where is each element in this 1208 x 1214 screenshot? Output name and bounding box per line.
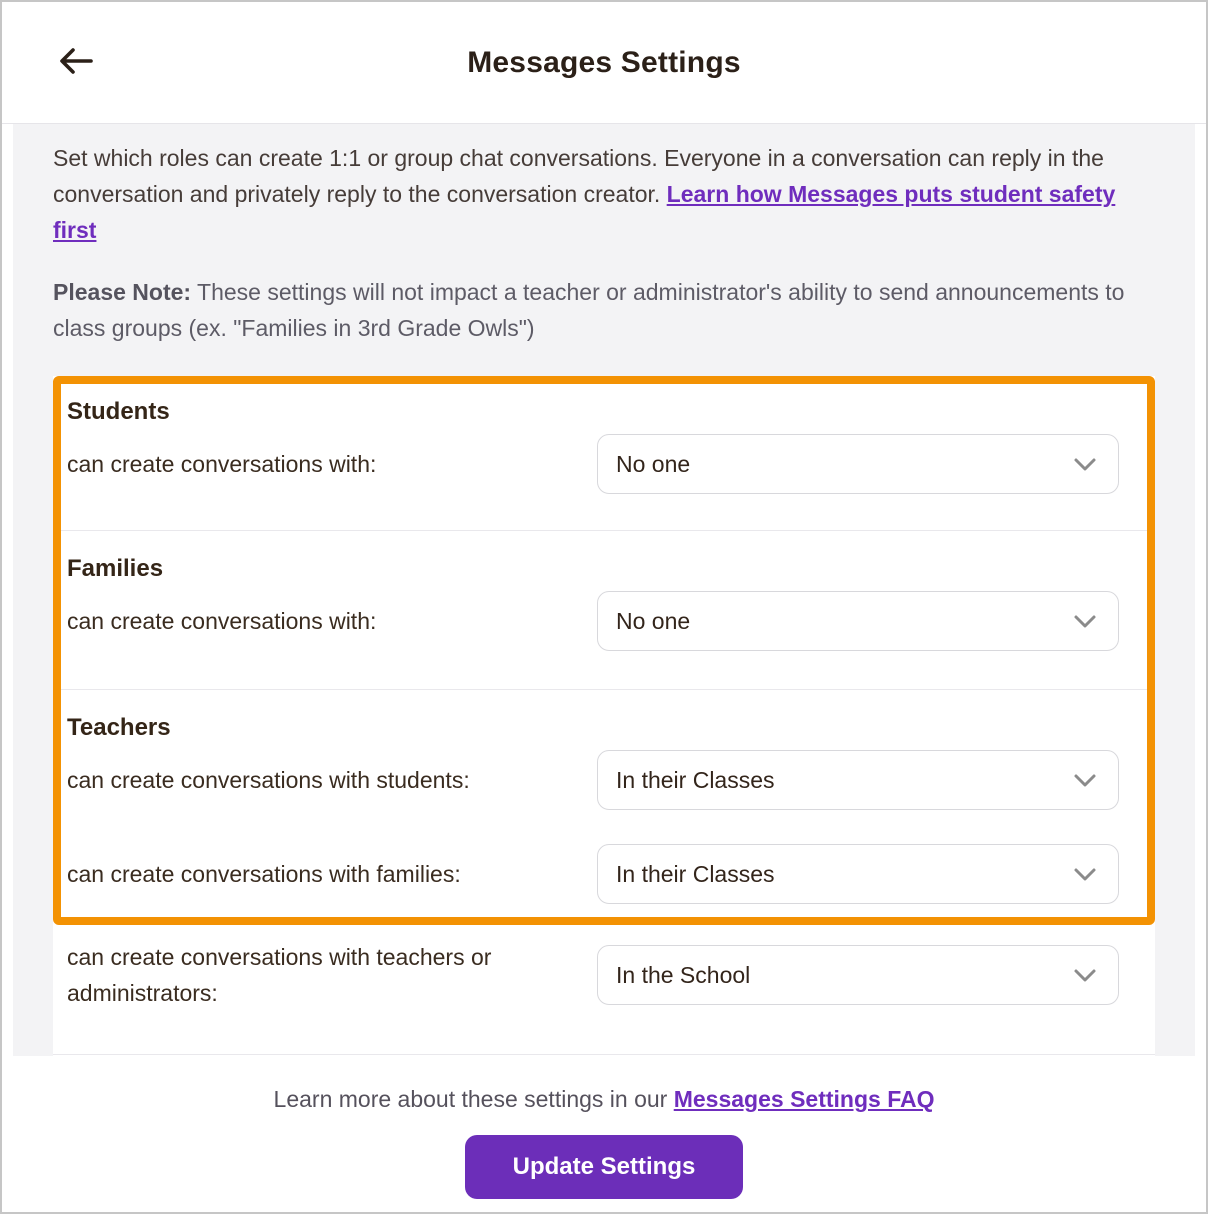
chevron-down-icon	[1074, 615, 1096, 628]
teachers-families-row-label: can create conversations with families:	[67, 861, 461, 887]
chevron-down-icon	[1074, 969, 1096, 982]
families-conversations-dropdown[interactable]	[597, 591, 1119, 651]
dialog-footer	[2, 1056, 1206, 1212]
intro-text: Set which roles can create 1:1 or group chat conversations. Everyone in a conversation can reply in the conversation and privately reply to the conversation creator.	[53, 145, 1104, 207]
dropdown-selected-value: No one	[616, 607, 691, 634]
students-conversations-dropdown[interactable]	[597, 434, 1119, 494]
section-families	[61, 531, 1147, 689]
note-paragraph	[53, 274, 1155, 346]
arrow-left-icon	[58, 46, 94, 79]
students-heading: Students	[67, 398, 170, 425]
section-teachers	[61, 690, 1147, 917]
students-row	[67, 434, 1119, 494]
safety-link[interactable]: Learn how Messages puts student safety first	[53, 181, 1116, 243]
intro-paragraph	[53, 140, 1155, 248]
highlighted-settings-group	[53, 376, 1155, 925]
families-heading: Families	[67, 555, 164, 582]
teachers-families-dropdown[interactable]	[597, 844, 1119, 904]
back-button[interactable]	[54, 43, 98, 83]
teachers-heading: Teachers	[67, 714, 171, 741]
dropdown-selected-value: No one	[616, 450, 691, 477]
settings-scroll-area[interactable]	[13, 124, 1195, 1056]
roles-settings-card	[53, 376, 1155, 1153]
teachers-admins-row	[67, 939, 1119, 1011]
students-row-label: can create conversations with:	[67, 451, 377, 477]
note-label: Please Note:	[53, 279, 192, 305]
chevron-down-icon	[1074, 774, 1096, 787]
teachers-students-row-label: can create conversations with students:	[67, 767, 470, 793]
families-row	[67, 591, 1119, 651]
note-text: These settings will not impact a teacher or administrator's ability to send announcements to class groups (ex. "Families in 3rd Grade Owls")	[53, 279, 1125, 341]
update-settings-button[interactable]: Update Settings	[465, 1135, 744, 1199]
teachers-families-row	[67, 844, 1119, 904]
teachers-admins-row-label: can create conversations with teachers or administrators:	[67, 944, 492, 1006]
page-title: Messages Settings	[467, 45, 741, 79]
families-row-label: can create conversations with:	[67, 608, 377, 634]
chevron-down-icon	[1074, 868, 1096, 881]
dropdown-selected-value: In their Classes	[616, 860, 775, 887]
teachers-admins-dropdown[interactable]	[597, 945, 1119, 1005]
faq-link[interactable]: Messages Settings FAQ	[673, 1086, 935, 1112]
dialog-header	[2, 2, 1206, 124]
section-teachers-admins	[53, 925, 1155, 1054]
chevron-down-icon	[1074, 458, 1096, 471]
faq-line-text: Learn more about these settings in our	[273, 1086, 668, 1112]
section-students	[61, 384, 1147, 530]
teachers-students-dropdown[interactable]	[597, 750, 1119, 810]
dropdown-selected-value: In their Classes	[616, 766, 775, 793]
faq-line	[274, 1086, 935, 1113]
dropdown-selected-value: In the School	[616, 961, 751, 988]
teachers-students-row	[67, 750, 1119, 810]
